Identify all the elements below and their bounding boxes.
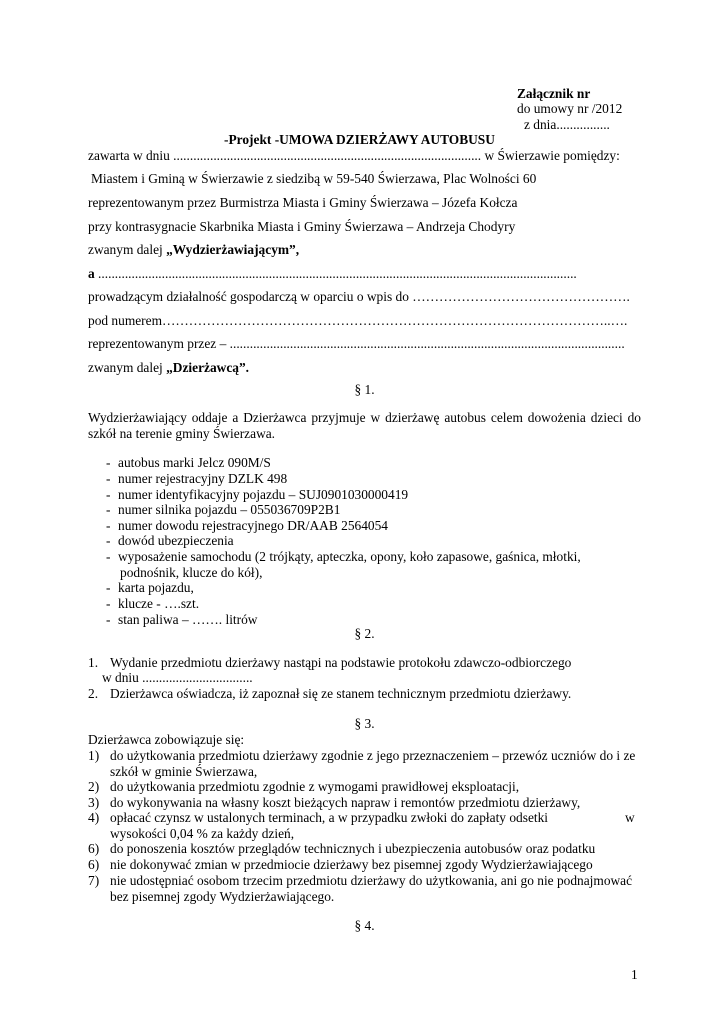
a-dots: ............................................................................................................................................... (94, 266, 577, 281)
annex-title: Załącznik nr (517, 86, 591, 101)
section-1-paragraph: Wydzierżawiający oddaje a Dzierżawca przyjmuje w dzierżawę autobus celem dowożenia dzieci do szkół na terenie gminy Świerzawa. (88, 410, 641, 441)
registry-number-line: pod numerem………………………………………………………………………………………..…. (88, 313, 628, 328)
section-3-heading: § 3. (354, 716, 375, 731)
section-3-intro: Dzierżawca zobowiązuje się: (88, 732, 245, 747)
a-letter: a (88, 266, 95, 281)
lessee-called-line (88, 360, 249, 376)
contract-reference: do umowy nr /2012 (517, 101, 623, 116)
lessor-called-line (88, 242, 299, 258)
section-1-heading: § 1. (354, 382, 375, 397)
section-4-heading: § 4. (354, 918, 375, 933)
document-title: -Projekt -UMOWA DZIERŻAWY AUTOBUSU (224, 132, 495, 147)
lessee-name: „Dzierżawcą”. (166, 360, 250, 375)
city-party-line: Miastem i Gminą w Świerzawie z siedzibą w 59-540 Świerzawa, Plac Wolności 60 (91, 171, 537, 186)
concluded-line: zawarta w dniu ............................................................................................ w Świerzawie pomiędzy: (88, 148, 620, 163)
called-prefix-2: zwanym dalej (88, 360, 167, 375)
lessee-representation-line: reprezentowanym przez – ...................................................................................................................... (88, 336, 625, 351)
treasurer-countersign-line: przy kontrasygnacie Skarbnika Miasta i Gminy Świerzawa – Andrzeja Chodyry (88, 219, 516, 234)
page-number: 1 (631, 967, 638, 982)
trailing-word: w (625, 810, 635, 825)
mayor-representation-line: reprezentowanym przez Burmistrza Miasta i Gminy Świerzawa – Józefa Kołcza (88, 195, 518, 210)
called-prefix: zwanym dalej (88, 242, 167, 257)
lessee-blank-line (88, 266, 577, 282)
section-2-heading: § 2. (354, 626, 375, 641)
business-registry-line: prowadzącym działalność gospodarczą w oparciu o wpis do …………………………………………. (88, 289, 630, 304)
lessor-name: „Wydzierżawiającym”, (166, 242, 300, 257)
date-reference: z dnia................ (524, 117, 610, 132)
